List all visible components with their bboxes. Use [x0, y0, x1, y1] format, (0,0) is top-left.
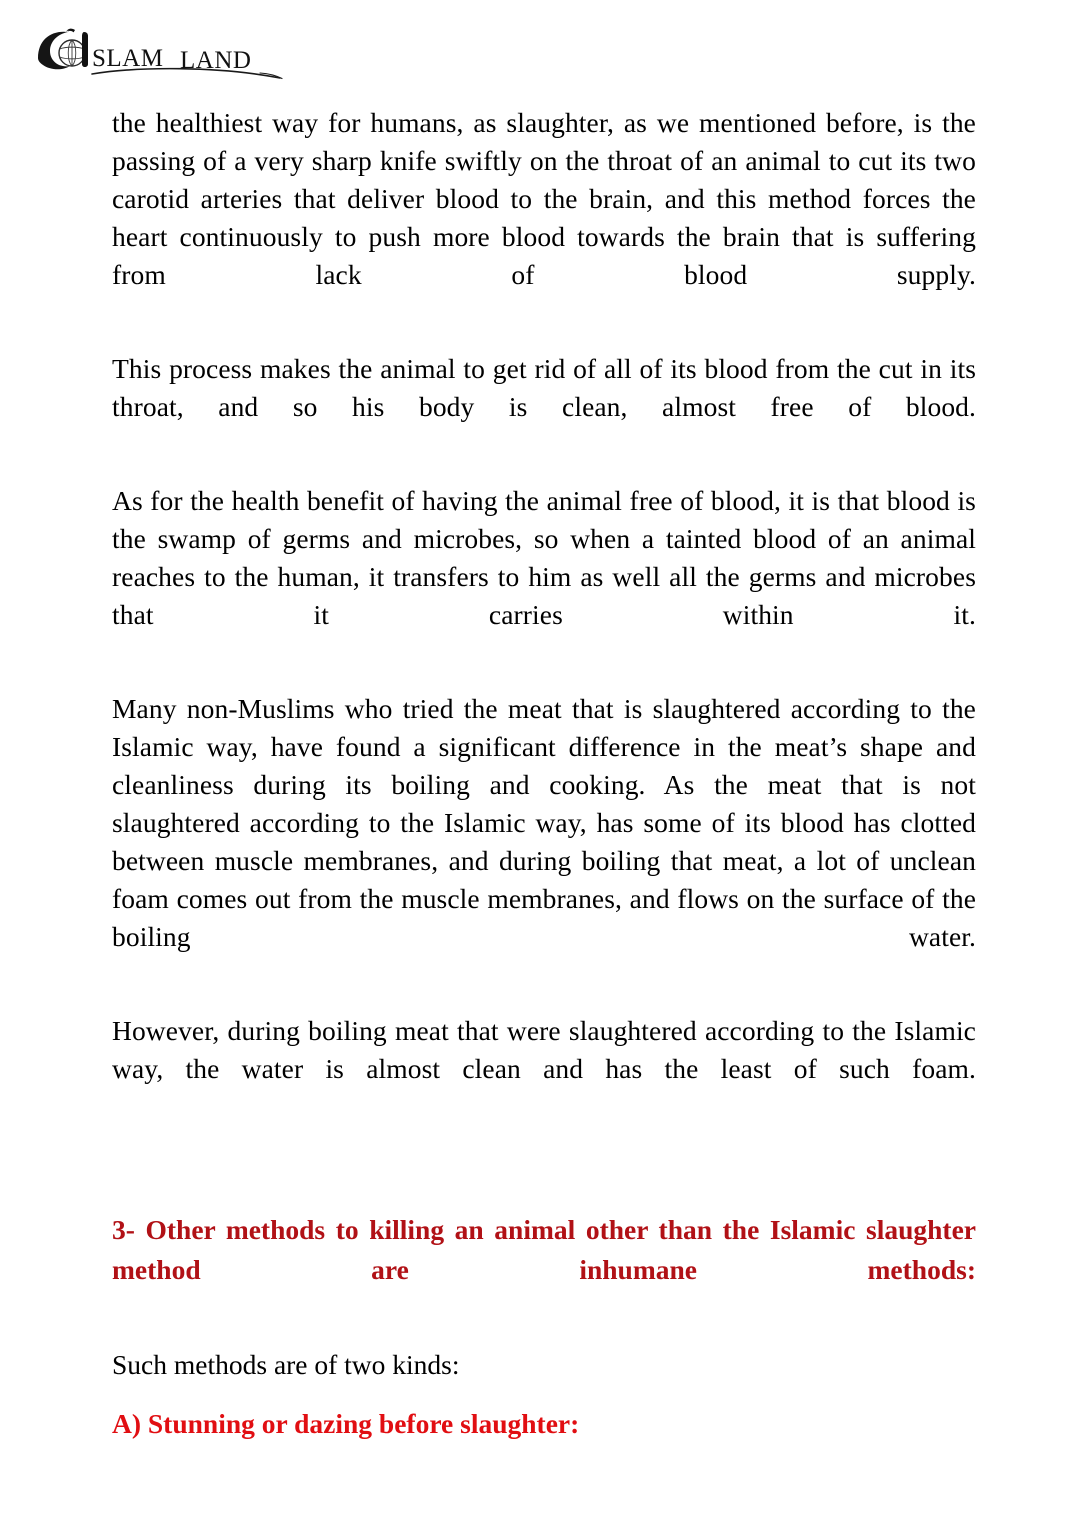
paragraph-3: As for the health benefit of having the animal free of blood, it is that blood is the swamp of germs and microbes, so when a tainted blood of an animal reaches to the human, it transfers to him as well all the germs and microbes that it carries within it. — [112, 485, 976, 630]
paragraph-5: However, during boiling meat that were slaughtered according to the Islamic way, the water is almost clean and has the least of such foam. — [112, 1015, 976, 1084]
svg-text:SLAM: SLAM — [92, 45, 164, 72]
document-body — [112, 104, 976, 1444]
islamland-logo — [28, 18, 308, 80]
subsection-heading-a: A) Stunning or dazing before slaughter: — [112, 1408, 580, 1439]
paragraph-1: the healthiest way for humans, as slaughter, as we mentioned before, is the passing of a very sharp knife swiftly on the throat of an animal to cut its two carotid arteries that deliver blood to the brain, and this method forces the heart continuously to push more blood towards the brain that is suffering from lack of blood supply. — [112, 107, 976, 290]
islamland-crescent-globe-icon — [28, 18, 308, 80]
section-spacer — [112, 1144, 976, 1210]
paragraph-2: This process makes the animal to get rid of all of its blood from the cut in its throat, and so his body is clean, almost free of blood. — [112, 353, 976, 422]
svg-text:LAND: LAND — [180, 47, 252, 74]
paragraph-4: Many non-Muslims who tried the meat that is slaughtered according to the Islamic way, have found a significant difference in the meat’s shape and cleanliness during its boiling and cooking. As the meat that is not slaughtered according to the Islamic way, has some of its blood has clotted between muscle membranes, and during boiling that meat, a lot of unclean foam comes out from the muscle membranes, and flows on the surface of the boiling water. — [112, 693, 976, 952]
section-intro-line: Such methods are of two kinds: — [112, 1349, 460, 1380]
page-header — [28, 18, 328, 88]
section-heading-3: 3- Other methods to killing an animal other than the Islamic slaughter method are inhumane methods: — [112, 1214, 976, 1285]
